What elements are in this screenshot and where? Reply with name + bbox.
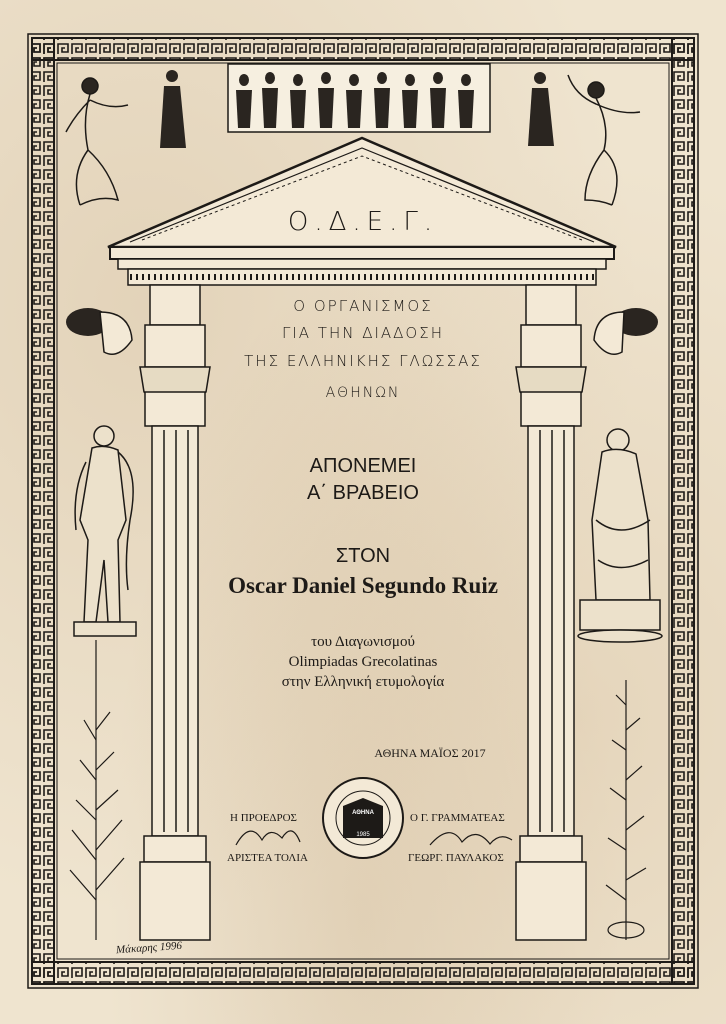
organization-line-3: ΤΗΣ ΕΛΛΗΝΙΚΗΣ ΓΛΩΣΣΑΣ xyxy=(244,352,482,370)
column-left xyxy=(140,285,210,940)
figure-standing-right xyxy=(528,72,554,146)
figure-standing-left xyxy=(160,70,186,148)
signature-secretary xyxy=(430,833,512,845)
organization-line-2: ΓΙΑ ΤΗΝ ΔΙΑΔΟΣΗ xyxy=(281,324,444,342)
contest-line-2: Olimpiadas Grecolatinas xyxy=(288,654,438,670)
recipient-preposition: ΣΤΟΝ xyxy=(335,545,391,567)
column-right xyxy=(516,285,586,940)
contest-line-3: στην Ελληνική ετυμολογία xyxy=(281,674,445,690)
contest-line-1: του Διαγωνισμού xyxy=(311,634,415,650)
artist-signature: Μάκαρης 1996 xyxy=(115,939,183,957)
award-title: Α΄ ΒΡΑΒΕΙΟ xyxy=(307,482,419,504)
place-and-date: ΑΘΗΝΑ ΜΑΪΟΣ 2017 xyxy=(374,746,486,760)
award-verb: ΑΠΟΝΕΜΕΙ xyxy=(309,455,417,477)
president-title: Η ΠΡΟΕΔΡΟΣ xyxy=(230,812,297,824)
frieze-panel xyxy=(228,64,490,132)
organization-abbreviation: Ο.Δ.Ε.Γ. xyxy=(287,207,439,237)
recipient-name: Oscar Daniel Segundo Ruiz xyxy=(228,573,498,598)
signature-president xyxy=(236,831,300,845)
plant-right xyxy=(606,680,646,940)
secretary-title: Ο Γ. ΓΡΑΜΜΑΤΕΑΣ xyxy=(410,812,505,824)
figure-dancer-right xyxy=(568,75,640,205)
seal-city: ΑΘΗΝΑ xyxy=(352,810,374,816)
organization-line-1: Ο ΟΡΓΑΝΙΣΜΟΣ xyxy=(293,297,433,315)
organization-line-4: ΑΘΗΝΩΝ xyxy=(325,385,401,401)
president-name: ΑΡΙΣΤΕΑ ΤΟΛΙΑ xyxy=(227,852,308,864)
secretary-name: ΓΕΩΡΓ. ΠΑΥΛΑΚΟΣ xyxy=(408,852,504,864)
organization-seal xyxy=(323,778,403,858)
seal-year: 1985 xyxy=(356,832,370,838)
figure-dancer-left xyxy=(66,78,128,205)
